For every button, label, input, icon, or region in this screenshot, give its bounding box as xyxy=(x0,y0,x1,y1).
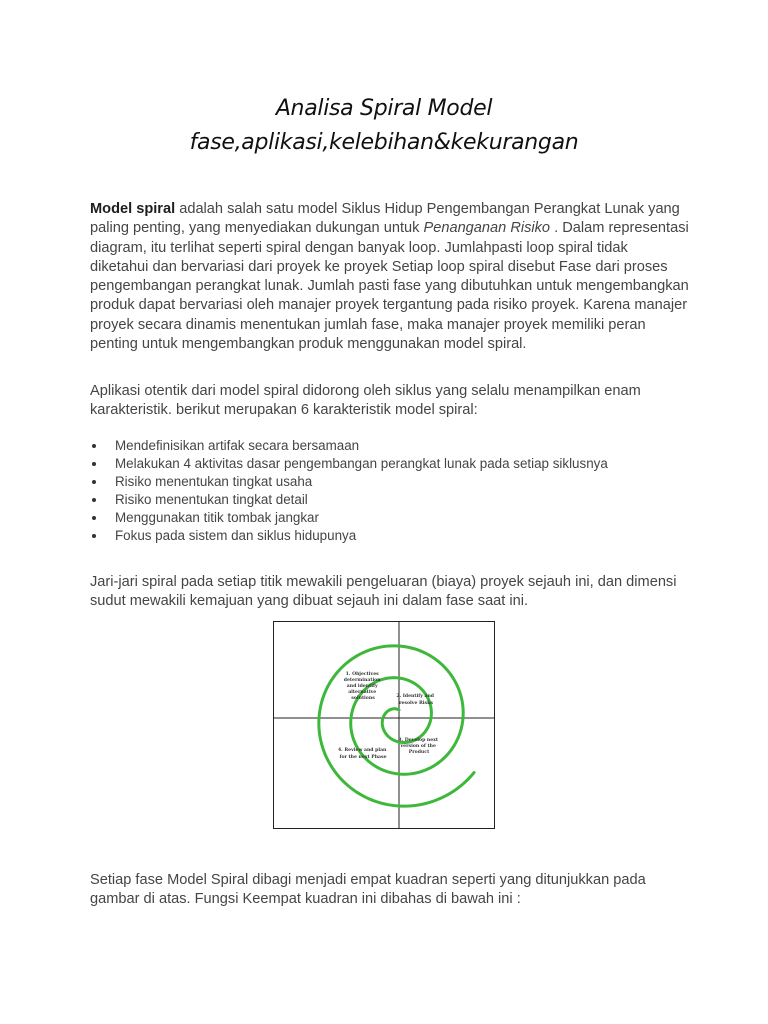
list-item-text: Fokus pada sistem dan siklus hidupunya xyxy=(115,528,357,544)
radius-paragraph: Jari-jari spiral pada setiap titik mewakili pengeluaran (biaya) proyek sejauh ini, dan dimensi sudut mewakili kemajuan yang dibuat sejauh ini dalam fase saat ini. xyxy=(90,574,677,610)
title-line-1: Analisa Spiral Model xyxy=(275,96,493,121)
spiral-model-diagram xyxy=(273,621,495,829)
bullet-icon xyxy=(92,480,96,484)
quadrant-2-label: 2. Identify and resolve Risks xyxy=(396,694,435,706)
list-item xyxy=(90,437,710,455)
title-line-2: fase,aplikasi,kelebihan&kekurangan xyxy=(189,130,579,155)
quadrant-paragraph: Setiap fase Model Spiral dibagi menjadi empat kuadran seperti yang ditunjukkan pada gambar di atas. Fungsi Keempat kuadran ini dibahas di bawah ini : xyxy=(90,872,646,908)
bullet-icon xyxy=(92,462,96,466)
list-item-text: Risiko menentukan tingkat detail xyxy=(115,492,308,508)
bullet-icon xyxy=(92,498,96,502)
list-item xyxy=(90,509,710,527)
bullet-icon xyxy=(92,534,96,538)
list-item xyxy=(90,473,710,491)
intro-text-2: . Dalam representasi diagram, itu terlihat seperti spiral dengan banyak loop. Jumlahpasti loop spiral tidak diketahui dan bervariasi dari proyek ke proyek Setiap loop spiral disebut Fase dari proses pengembangan perangkat lunak. Jumlah pasti fase yang dibutuhkan untuk mengembangkan produk dapat bervariasi oleh manajer proyek tergantung pada risiko proyek. Karena manajer proyek secara dinamis menentukan jumlah fase, maka manajer proyek memiliki peran penting untuk mengembangkan produk menggunakan model spiral. xyxy=(90,220,689,353)
list-item xyxy=(90,527,710,545)
intro-italic-term: Penanganan Risiko xyxy=(423,220,551,237)
quadrant-4-label: 4. Review and plan for the next Phase xyxy=(337,748,387,760)
list-item xyxy=(90,491,710,509)
intro-paragraph xyxy=(90,200,690,354)
intro-bold-term: Model spiral xyxy=(90,201,176,217)
spiral-diagram-svg xyxy=(273,621,495,829)
bullet-icon xyxy=(92,516,96,520)
quadrant-3-label: 3. Develop next version of the Product xyxy=(398,738,439,755)
bullet-icon xyxy=(92,444,96,448)
intro-text-1: adalah salah satu model Siklus Hidup Pengembangan Perangkat Lunak yang paling penting, yang menyediakan dukungan untuk xyxy=(90,201,680,237)
application-paragraph: Aplikasi otentik dari model spiral didorong oleh siklus yang selalu menampilkan enam karakteristik. berikut merupakan 6 karakteristik model spiral: xyxy=(90,383,641,419)
list-item-text: Mendefinisikan artifak secara bersamaan xyxy=(115,438,360,453)
list-item-text: Melakukan 4 aktivitas dasar pengembangan perangkat lunak pada setiap siklusnya xyxy=(115,456,608,472)
quadrant-1-label: 1. Objectives determination and identify alternative solutions xyxy=(343,672,381,701)
list-item-text: Menggunakan titik tombak jangkar xyxy=(115,510,319,526)
list-item-text: Risiko menentukan tingkat usaha xyxy=(115,474,313,490)
document-title xyxy=(0,92,768,160)
characteristics-list xyxy=(90,437,710,546)
list-item xyxy=(90,455,710,473)
